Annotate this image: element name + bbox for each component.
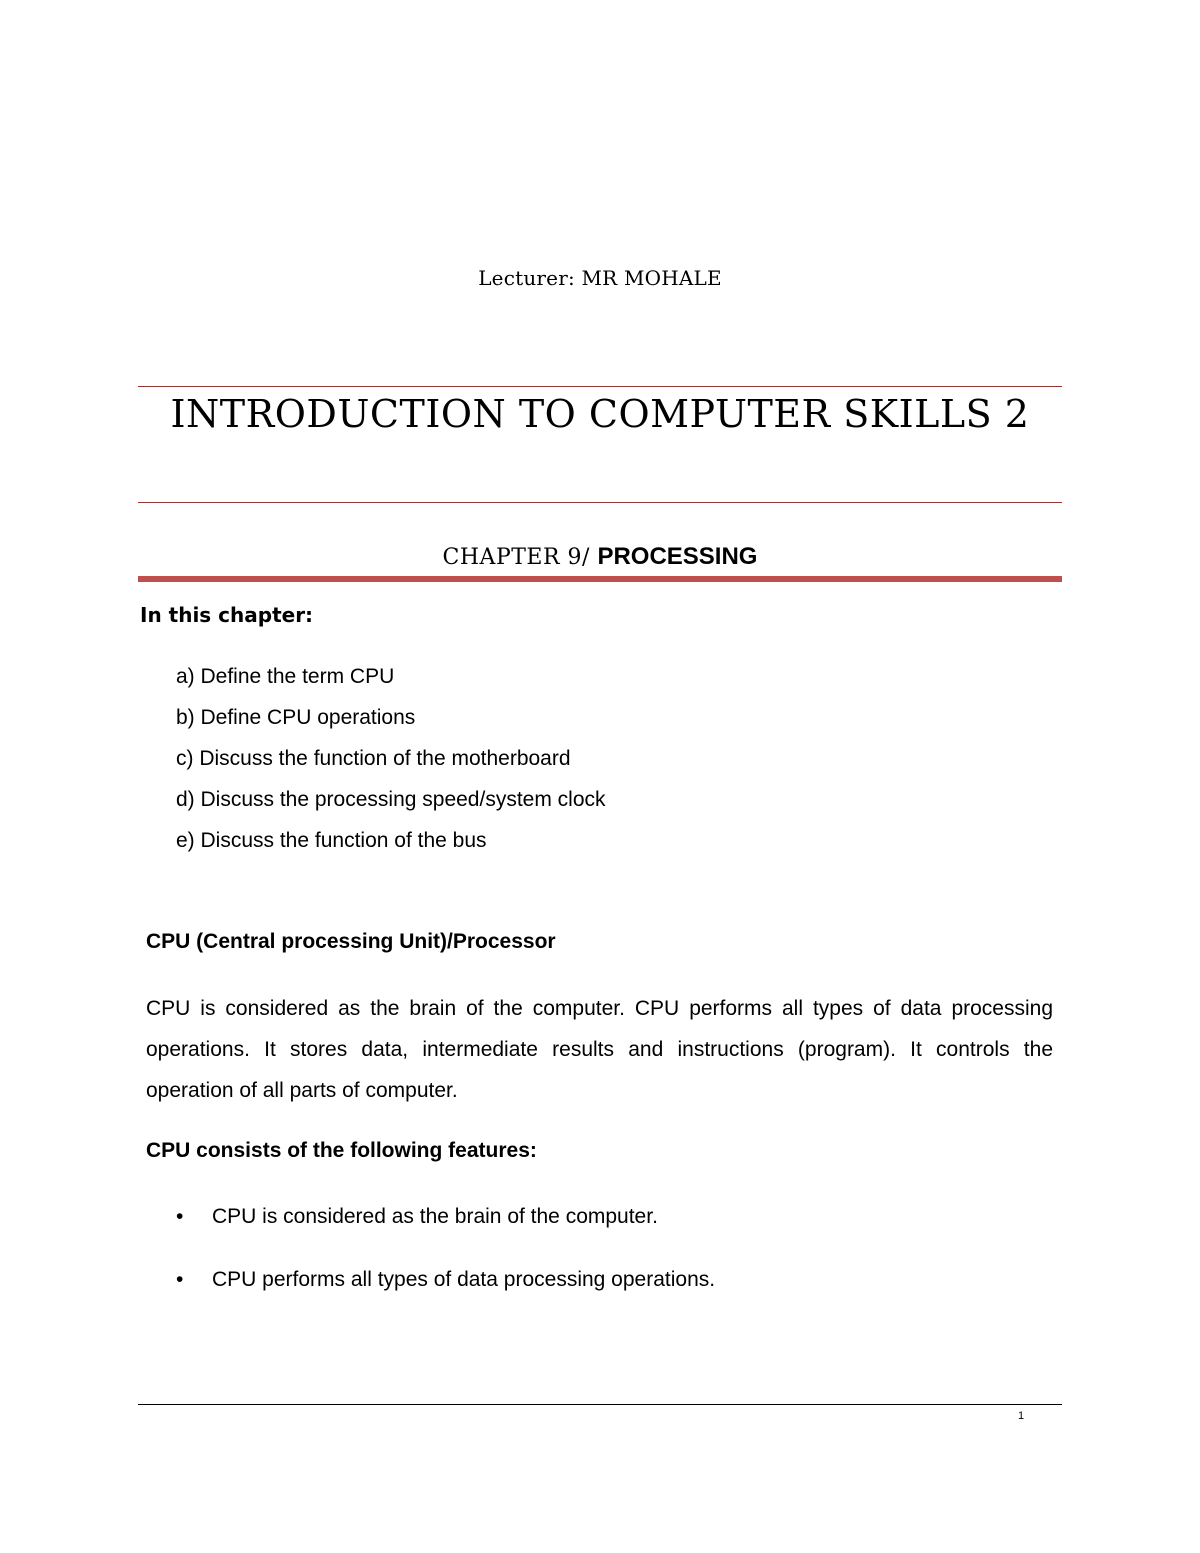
page-number: 1: [1018, 1410, 1025, 1422]
document-title: INTRODUCTION TO COMPUTER SKILLS 2: [170, 392, 1030, 436]
features-heading: CPU consists of the following features:: [146, 1139, 537, 1162]
feature-bullet-item: [176, 1205, 658, 1229]
lecturer-line: Lecturer: MR MOHALE: [478, 266, 722, 290]
bullet-icon: •: [176, 1205, 184, 1228]
feature-text: CPU is considered as the brain of the computer.: [212, 1205, 658, 1228]
objective-item: c) Discuss the function of the motherboard: [176, 747, 571, 770]
objective-item: d) Discuss the processing speed/system clock: [176, 788, 606, 811]
chapter-prefix: CHAPTER 9/: [442, 545, 598, 570]
objective-item: b) Define CPU operations: [176, 706, 416, 729]
chapter-rule: [138, 576, 1062, 582]
chapter-intro-label: In this chapter:: [140, 603, 314, 627]
title-bottom-rule: [138, 502, 1062, 503]
objective-item: a) Define the term CPU: [176, 665, 395, 688]
footer-rule: [138, 1404, 1062, 1405]
chapter-name: PROCESSING: [597, 543, 758, 570]
chapter-heading: [0, 543, 1200, 571]
bullet-icon: •: [176, 1268, 184, 1291]
section-heading: CPU (Central processing Unit)/Processor: [146, 930, 556, 953]
feature-bullet-item: [176, 1268, 715, 1292]
title-top-rule: [138, 386, 1062, 387]
feature-text: CPU performs all types of data processing operations.: [212, 1268, 716, 1291]
section-paragraph: CPU is considered as the brain of the computer. CPU performs all types of data processing operations. It stores data, intermediate results and instructions (program). It controls the operation of all parts of computer.: [146, 997, 1053, 1102]
objective-item: e) Discuss the function of the bus: [176, 829, 487, 852]
